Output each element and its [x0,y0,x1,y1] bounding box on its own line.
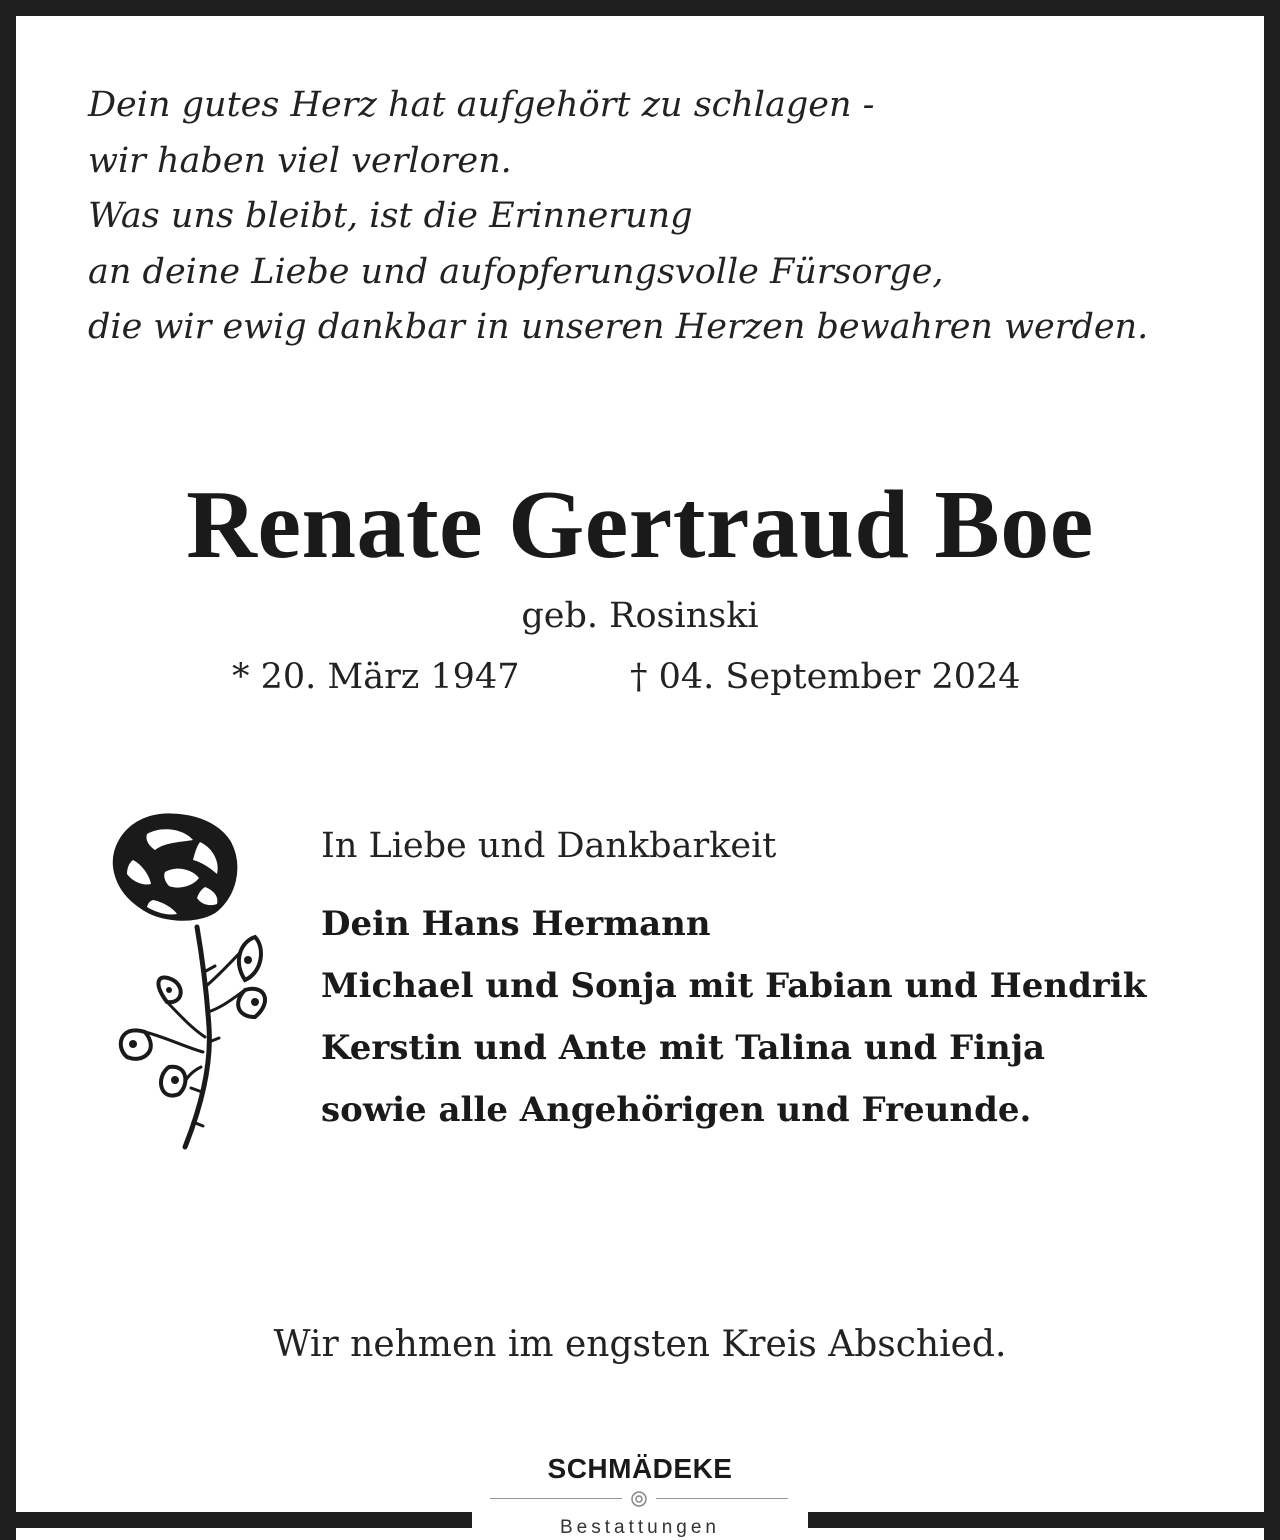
logo-subtitle: Bestattungen [560,1517,720,1538]
logo-divider-left [490,1498,622,1499]
farewell-note: Wir nehmen im engsten Kreis Abschied. [273,1324,1007,1365]
frame-border-bottom-right [808,1512,1280,1528]
frame-border-top [0,0,1280,16]
mourner-line: sowie alle Angehörigen und Freunde. [321,1090,1032,1130]
mourners-intro: In Liebe und Dankbarkeit [321,826,777,866]
frame-border-right [1264,0,1280,1540]
funeral-home-logo [488,1445,792,1540]
death-date: † 04. September 2024 [630,657,1021,697]
memorial-poem [88,78,1228,356]
rose-icon [105,812,275,1157]
logo-divider-right [656,1498,788,1499]
poem-line: die wir ewig dankbar in unseren Herzen bewahren werden. [88,307,1149,347]
birth-date: * 20. März 1947 [232,657,520,697]
life-dates [0,652,1280,702]
logo-name: SCHMÄDEKE [547,1453,733,1484]
mourners-list [321,893,1261,1141]
poem-line: an deine Liebe und aufopferungsvolle Fürsorge, [88,251,944,292]
frame-border-bottom-left [0,1512,472,1528]
poem-line: wir haben viel verloren. [88,140,512,181]
poem-line: Was uns bleibt, ist die Erinnerung [88,196,693,236]
deceased-name: Renate Gertraud Boe [186,471,1094,579]
poem-line: Dein gutes Herz hat aufgehört zu schlagen - [88,85,875,125]
mourner-line: Michael und Sonja mit Fabian und Hendrik [321,966,1147,1006]
mourner-line: Kerstin und Ante mit Talina und Finja [321,1028,1046,1068]
frame-border-left [0,0,16,1540]
logo-ornament-icon [628,1488,650,1510]
maiden-name: geb. Rosinski [521,596,759,636]
mourner-line: Dein Hans Hermann [321,904,711,944]
